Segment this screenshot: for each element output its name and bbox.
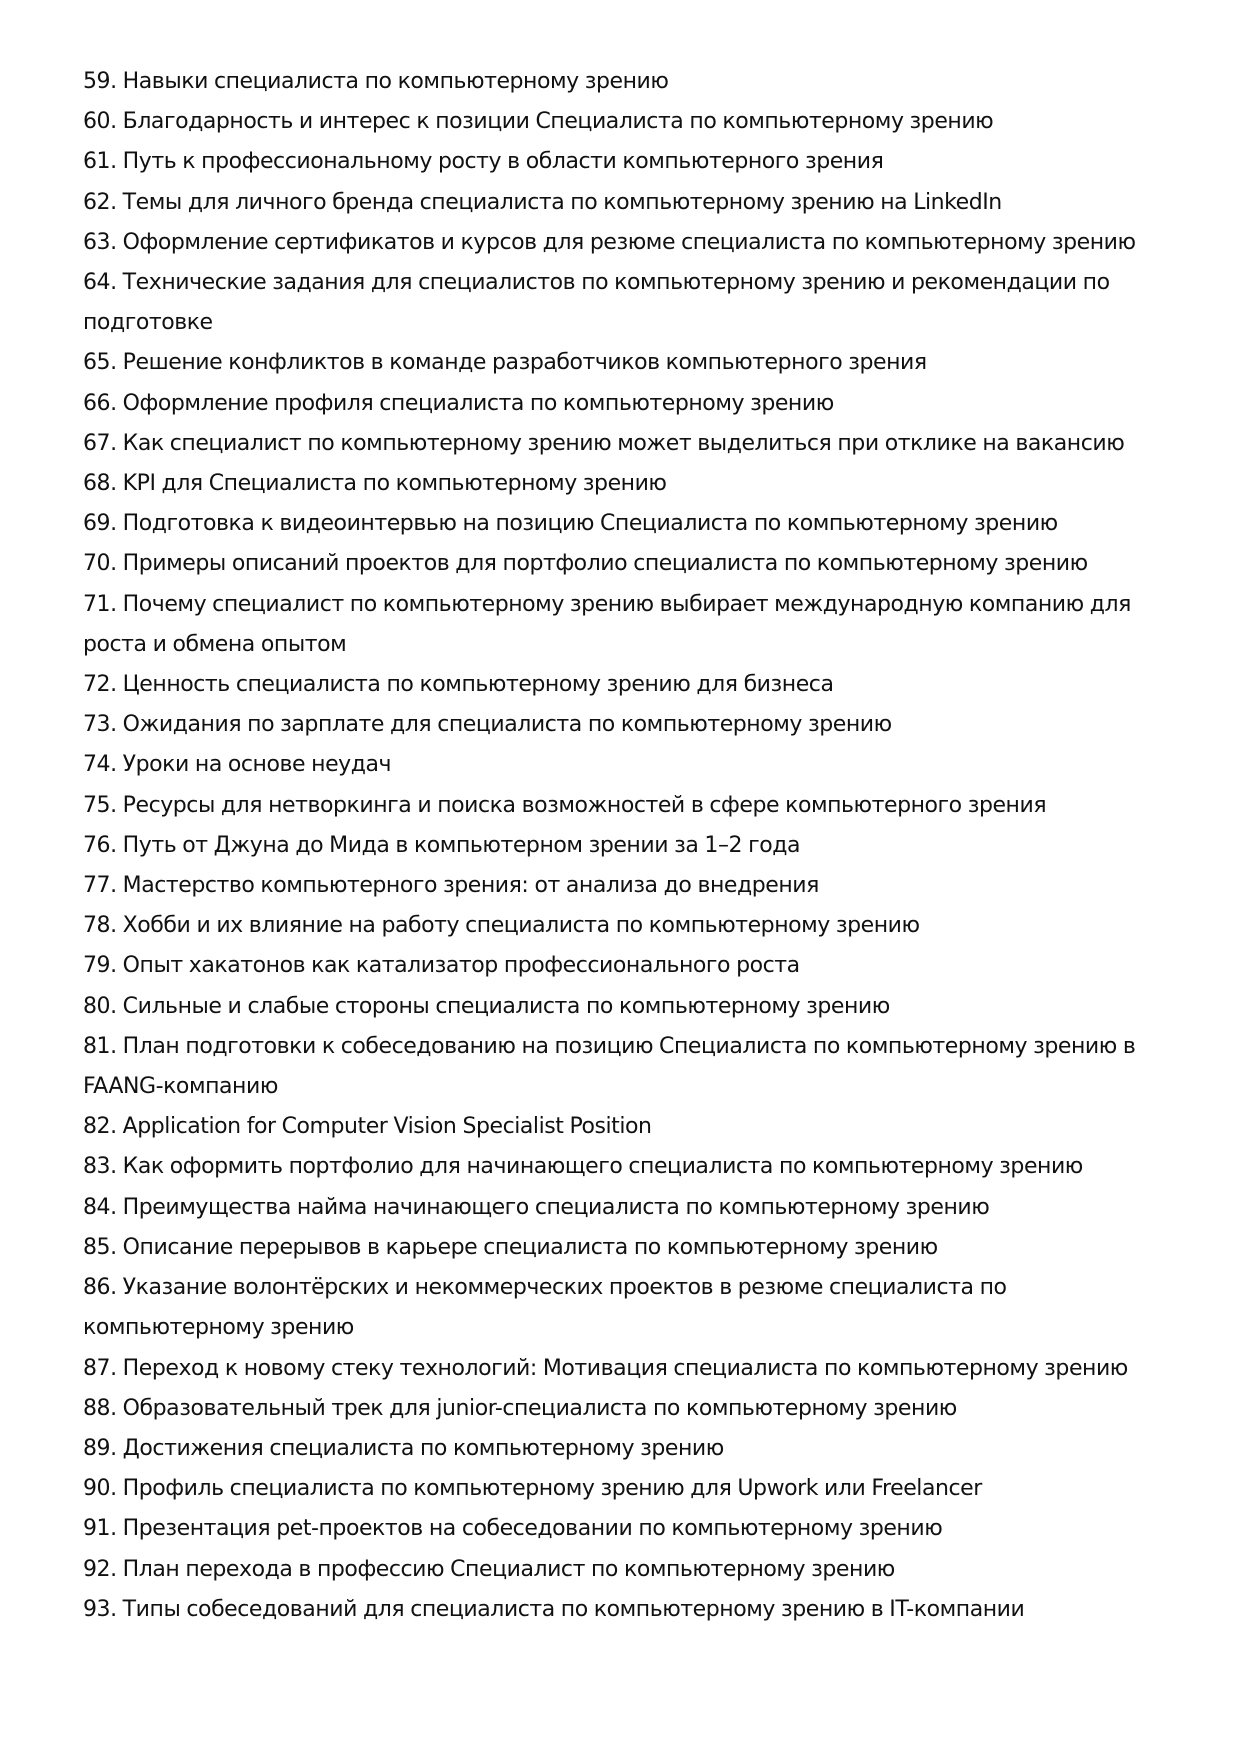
list-item: 70. Примеры описаний проектов для портфолио специалиста по компьютерному зрению [83, 551, 1088, 577]
list-item: 68. KPI для Специалиста по компьютерному зрению [83, 471, 667, 497]
list-item: 61. Путь к профессиональному росту в области компьютерного зрения [83, 149, 884, 175]
list-item: 73. Ожидания по зарплате для специалиста по компьютерному зрению [83, 712, 892, 738]
list-item: 66. Оформление профиля специалиста по компьютерному зрению [83, 390, 834, 416]
list-item: 69. Подготовка к видеоинтервью на позицию Специалиста по компьютерному зрению [83, 511, 1058, 537]
list-item: 79. Опыт хакатонов как катализатор профессионального роста [83, 953, 800, 979]
list-item: 91. Презентация pet-проектов на собеседовании по компьютерному зрению [83, 1516, 943, 1542]
list-item: 80. Сильные и слабые стороны специалиста по компьютерному зрению [83, 993, 890, 1019]
list-item: 87. Переход к новому стеку технологий: Мотивация специалиста по компьютерному зрению [83, 1355, 1128, 1381]
list-item: 93. Типы собеседований для специалиста по компьютерному зрению в IT-компании [83, 1596, 1025, 1622]
list-item: 74. Уроки на основе неудач [83, 752, 392, 778]
list-item: 88. Образовательный трек для junior-специалиста по компьютерному зрению [83, 1395, 957, 1421]
list-item: 65. Решение конфликтов в команде разработчиков компьютерного зрения [83, 350, 927, 376]
list-item: 78. Хобби и их влияние на работу специалиста по компьютерному зрению [83, 913, 920, 939]
list-item: 62. Темы для личного бренда специалиста по компьютерному зрению на LinkedIn [83, 189, 1002, 215]
list-item: 60. Благодарность и интерес к позиции Специалиста по компьютерному зрению [83, 109, 994, 135]
list-item: 85. Описание перерывов в карьере специалиста по компьютерному зрению [83, 1234, 938, 1260]
list-item: 82. Application for Computer Vision Specialist Position [83, 1114, 652, 1140]
list-item: 67. Как специалист по компьютерному зрению может выделиться при отклике на вакансию [83, 430, 1125, 456]
list-item: 89. Достижения специалиста по компьютерному зрению [83, 1435, 724, 1461]
list-item: 76. Путь от Джуна до Мида в компьютерном зрении за 1–2 года [83, 832, 801, 858]
list-item: 92. План перехода в профессию Специалист по компьютерному зрению [83, 1556, 895, 1582]
topic-list [83, 62, 1173, 1630]
list-item: 64. Технические задания для специалистов по компьютерному зрению и рекомендации по подготовке [83, 270, 1110, 336]
document-page [83, 62, 1173, 1630]
list-item: 81. План подготовки к собеседованию на позицию Специалиста по компьютерному зрению в FAANG-компанию [83, 1033, 1136, 1100]
list-item: 77. Мастерство компьютерного зрения: от анализа до внедрения [83, 873, 819, 899]
list-item: 63. Оформление сертификатов и курсов для резюме специалиста по компьютерному зрению [83, 229, 1136, 255]
list-item: 84. Преимущества найма начинающего специалиста по компьютерному зрению [83, 1194, 990, 1220]
list-item: 86. Указание волонтёрских и некоммерческих проектов в резюме специалиста по компьютерному зрению [83, 1275, 1007, 1341]
list-item: 90. Профиль специалиста по компьютерному зрению для Upwork или Freelancer [83, 1476, 982, 1502]
list-item: 72. Ценность специалиста по компьютерному зрению для бизнеса [83, 672, 834, 698]
list-item: 59. Навыки специалиста по компьютерному зрению [83, 69, 669, 94]
list-item: 71. Почему специалист по компьютерному зрению выбирает международную компанию для роста и обмена опытом [83, 591, 1131, 657]
list-item: 75. Ресурсы для нетворкинга и поиска возможностей в сфере компьютерного зрения [83, 792, 1047, 818]
list-item: 83. Как оформить портфолио для начинающего специалиста по компьютерному зрению [83, 1154, 1083, 1180]
